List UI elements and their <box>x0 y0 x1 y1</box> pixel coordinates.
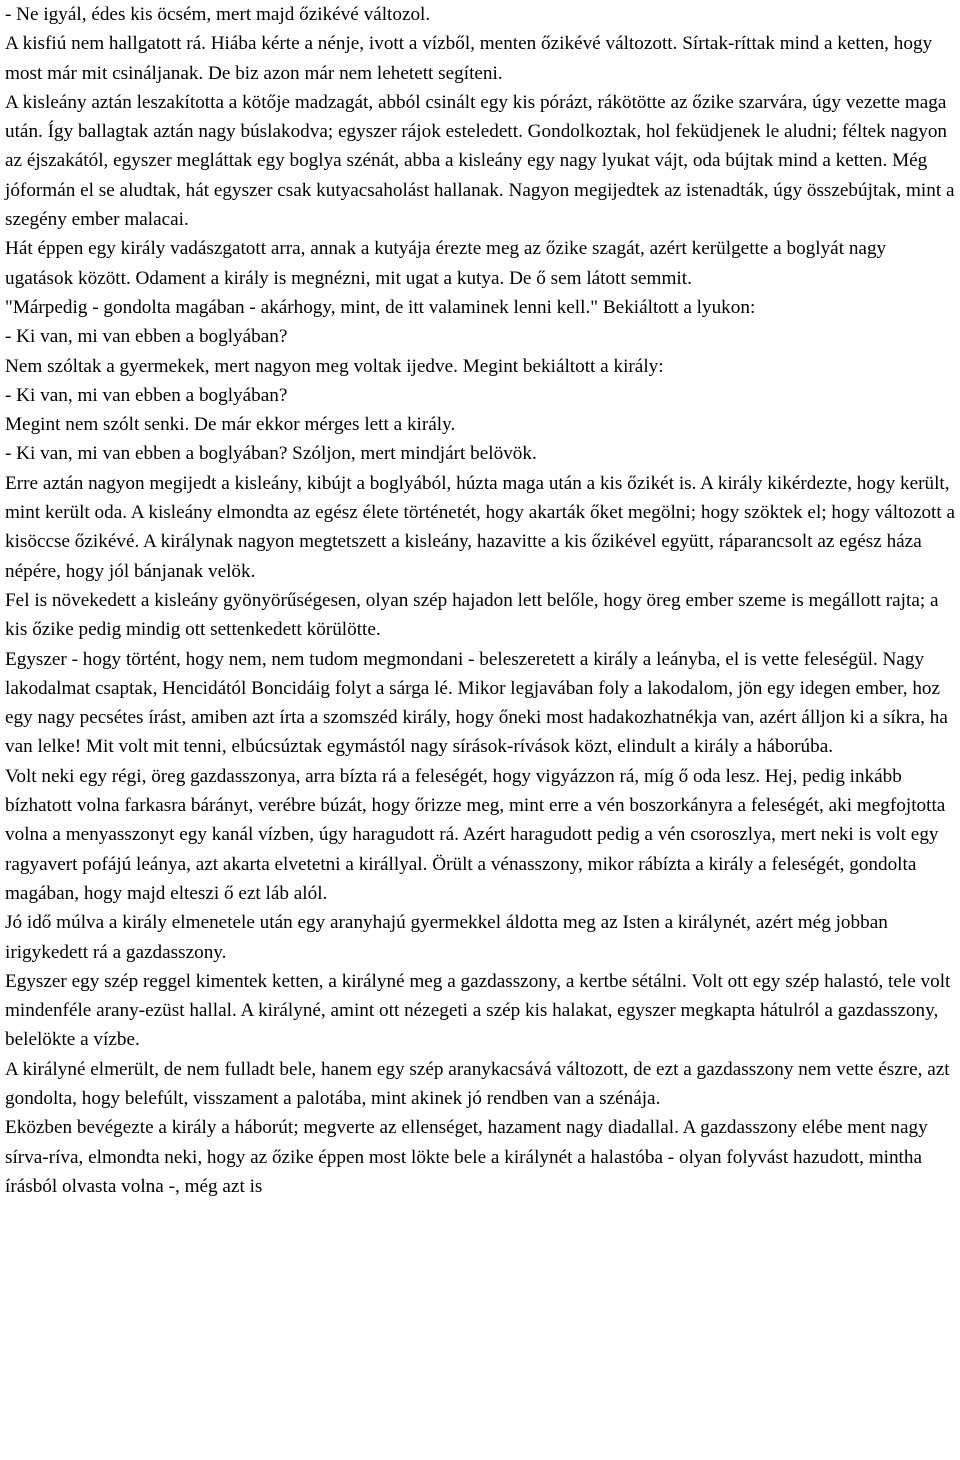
paragraph-5: Volt neki egy régi, öreg gazdasszonya, arra bízta rá a feleségét, hogy vigyázzon rá, míg ő oda lesz. Hej, pedig inkább bízhatott volna farkasra bárányt, verébre búzát, hogy őrizze meg, mint erre a vén boszorkányra a feleségét, aki megfojtotta volna a menyasszonyt egy kanál vízben, úgy haragudott rá. Azért haragudott pedig a vén csoroszlya, mert neki is volt egy ragyavert pofájú leánya, azt akarta elvetetni a királlyal. Örült a vénasszony, mikor rábízta a király a feleségét, gondolta magában, hogy majd elteszi ő ezt láb alól. <box>5 765 946 904</box>
paragraph-9: Eközben bevégezte a király a háborút; megverte az ellenséget, hazament nagy diadallal. A gazdasszony elébe ment nagy sírva-ríva, elmondta neki, hogy az őzike éppen most lökte bele a királynét a halastóba - olyan folyvást hazudott, mintha írásból olvasta volna -, még azt is <box>5 1117 928 1197</box>
paragraph-1: - Ne igyál, édes kis öcsém, mert majd őzikévé változol. A kisfiú nem hallgatott rá. Hiába kérte a nénje, ivott a vízből, menten őzikévé változott. Sírtak-ríttak mind a ketten, hogy most már mit csináljanak. De biz azon már nem lehetett segíteni. A kisleány aztán leszakította a kötője madzagát, abból csinált egy kis pórázt, rákötötte az őzike szarvára, úgy vezette maga után. Így ballagtak aztán nagy búslakodva; egyszer rájok esteledett. Gondolkoztak, hol feküdjenek le aludni; féltek nagyon az éjszakától, egyszer megláttak egy boglya szénát, abba a kisleány egy nagy lyukat vájt, oda bújtak mind a ketten. Még jóformán el se aludtak, hát egyszer csak kutyacsaholást hallanak. Nagyon megijedtek az istenadták, úgy összebújtak, mint a szegény ember malacai. <box>5 4 955 231</box>
document-page <box>5 0 957 1201</box>
paragraph-8: A királyné elmerült, de nem fulladt bele, hanem egy szép aranykacsává változott, de ezt a gazdasszony nem vette észre, azt gondolta, hogy belefúlt, visszament a palotába, mint akinek jó rendben van a szénája. <box>5 1058 950 1109</box>
paragraph-7: Egyszer egy szép reggel kimentek ketten, a királyné meg a gazdasszony, a kertbe sétálni. Volt ott egy szép halastó, tele volt mindenféle arany-ezüst hallal. A királyné, amint ott nézegeti a szép kis halakat, egyszer megkapta hátulról a gazdasszony, belelökte a vízbe. <box>5 970 951 1051</box>
paragraph-2: Hát éppen egy király vadászgatott arra, annak a kutyája érezte meg az őzike szagát, azért kerülgette a boglyát nagy ugatások között. Odament a király is megnézni, mit ugat a kutya. De ő sem látott semmit. "Márpedig - gondolta magában - akárhogy, mint, de itt valaminek lenni kell." Bekiáltott a lyukon: - Ki van, mi van ebben a boglyában? Nem szóltak a gyermekek, mert nagyon meg voltak ijedve. Megint bekiáltott a király: - Ki van, mi van ebben a boglyában? Megint nem szólt senki. De már ekkor mérges lett a király. - Ki van, mi van ebben a boglyában? Szóljon, mert mindjárt belövök. Erre aztán nagyon megijedt a kisleány, kibújt a boglyából, húzta maga után a kis őzikét is. A király kikérdezte, hogy került, mint került oda. A kisleány elmondta az egész élete történetét, hogy akarták őket megölni; hogy szöktek el; hogy változott a kisöccse őzikévé. A királynak nagyon megtetszett a kisleány, hazavitte a kis őzikével együtt, ráparancsolt az egész háza népére, hogy jól bánjanak velök. <box>5 238 956 582</box>
paragraph-4: Egyszer - hogy történt, hogy nem, nem tudom megmondani - beleszeretett a király a leányba, el is vette feleségül. Nagy lakodalmat csaptak, Hencidától Boncidáig folyt a sárga lé. Mikor legjavában foly a lakodalom, jön egy idegen ember, hoz egy nagy pecsétes írást, amiben azt írta a szomszéd király, hogy őneki most hadakozhatnékja van, azért álljon ki a síkra, ha van lelke! Mit volt mit tenni, elbúcsúztak egymástól nagy sírások-rívások közt, elindult a király a háborúba. <box>5 648 948 758</box>
paragraph-6: Jó idő múlva a király elmenetele után egy aranyhajú gyermekkel áldotta meg az Isten a királynét, azért még jobban irigykedett rá a gazdasszony. <box>5 912 888 963</box>
paragraph-3: Fel is növekedett a kisleány gyönyörűségesen, olyan szép hajadon lett belőle, hogy öreg ember szeme is megállott rajta; a kis őzike pedig mindig ott settenkedett körülötte. <box>5 589 939 641</box>
